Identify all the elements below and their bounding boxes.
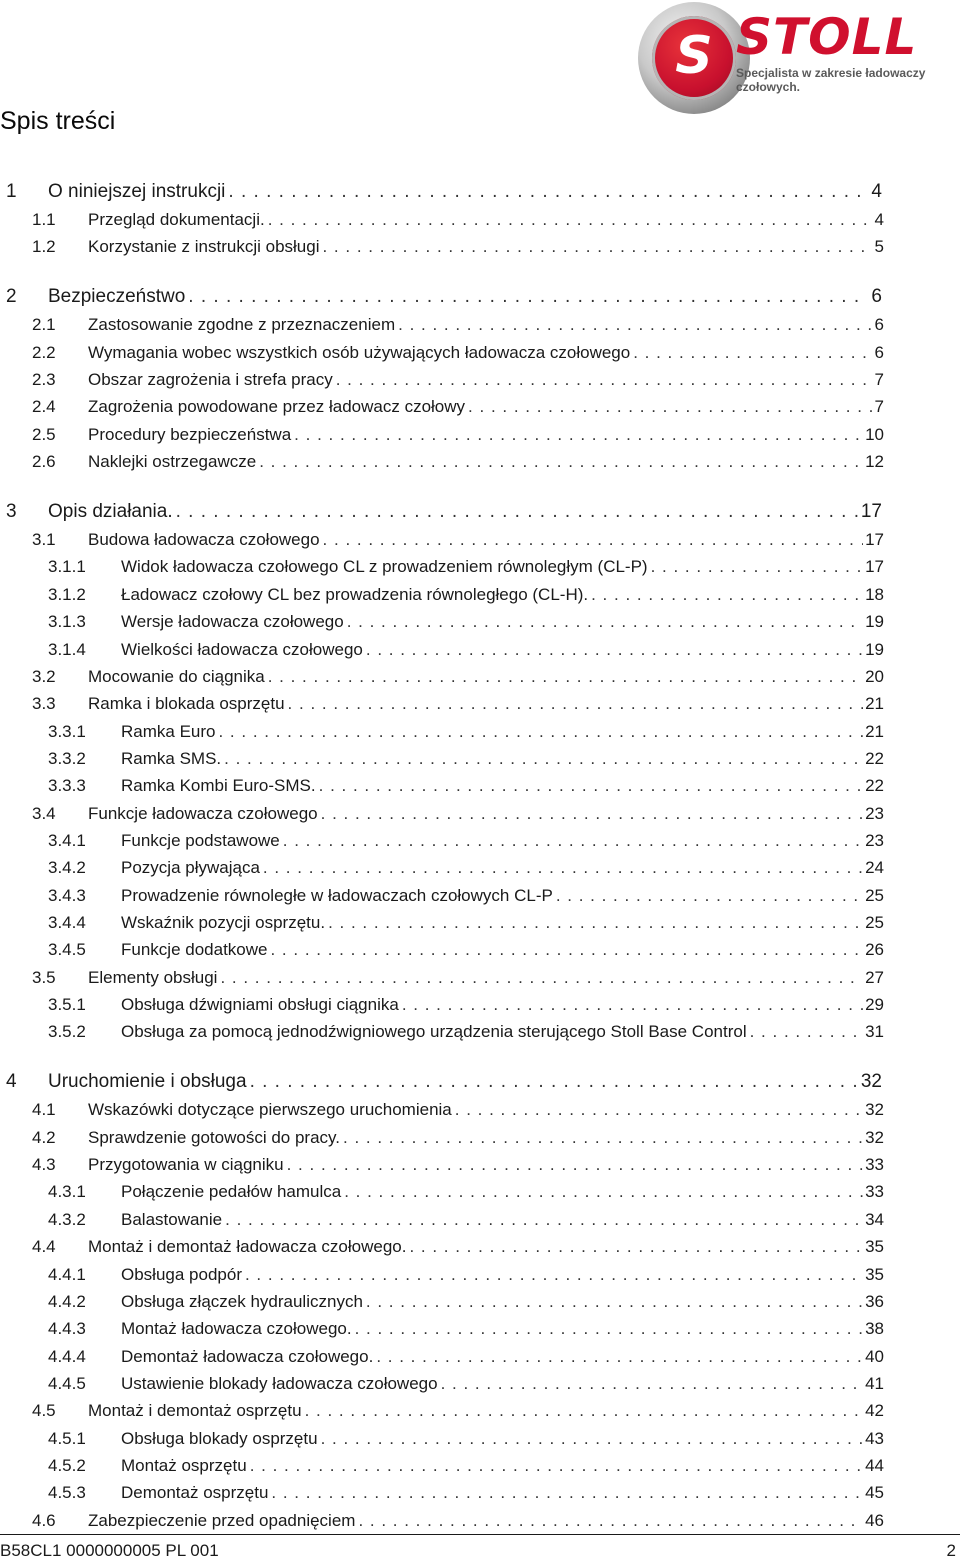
- toc-entry-number: 3.1.4: [48, 639, 86, 659]
- page-number: 2: [946, 1541, 956, 1560]
- toc-entry-number: 3.4: [32, 803, 56, 823]
- toc-entry-number: 4.5.1: [48, 1428, 86, 1448]
- toc-entry[interactable]: [0, 772, 884, 799]
- toc-entry[interactable]: [0, 964, 884, 991]
- toc-entry-number: 3.1.1: [48, 557, 86, 577]
- toc-dot-leader: [347, 608, 863, 635]
- toc-entry[interactable]: [0, 1124, 884, 1151]
- toc-entry-page: 34: [865, 1209, 884, 1229]
- toc-entry-number: 3.2: [32, 666, 56, 686]
- toc-entry[interactable]: [0, 1315, 884, 1342]
- toc-entry[interactable]: [0, 827, 884, 854]
- toc-entry-number: 4.1: [32, 1100, 56, 1120]
- toc-dot-leader: [322, 233, 872, 260]
- toc-entry[interactable]: [0, 1288, 884, 1315]
- toc-dot-leader: [358, 1507, 863, 1534]
- toc-entry[interactable]: [0, 1370, 884, 1397]
- toc-entry-page: 32: [860, 1071, 882, 1093]
- toc-dot-leader: [344, 1178, 863, 1205]
- toc-entry-page: 7: [874, 370, 884, 390]
- toc-entry-title: Obsługa podpór: [121, 1264, 242, 1284]
- toc-entry[interactable]: [0, 608, 884, 635]
- toc-entry-page: 32: [865, 1127, 884, 1147]
- toc-dot-leader: [398, 311, 872, 338]
- toc-entry-title: Wymagania wobec wszystkich osób używających ładowacza czołowego: [88, 342, 631, 362]
- stoll-logo: [636, 0, 960, 120]
- toc-entry[interactable]: [0, 1397, 884, 1424]
- toc-dot-leader: [468, 393, 872, 420]
- toc-entry-page: 33: [865, 1182, 884, 1202]
- toc-dot-leader: [263, 854, 863, 881]
- toc-dot-leader: [259, 448, 863, 475]
- toc-entry[interactable]: [0, 448, 884, 475]
- toc-dot-leader: [268, 206, 873, 233]
- toc-entry[interactable]: [0, 636, 884, 663]
- toc-entry-title: Ładowacz czołowy CL bez prowadzenia równoległego (CL-H).: [121, 584, 589, 604]
- toc-entry-title: Połączenie pedałów hamulca: [121, 1182, 342, 1202]
- toc-entry-number: 4.4.5: [48, 1373, 86, 1393]
- toc-entry-page: 24: [865, 858, 884, 878]
- toc-entry-number: 4.6: [32, 1510, 56, 1530]
- toc-entry-page: 23: [865, 803, 884, 823]
- toc-entry-page: 35: [865, 1264, 884, 1284]
- toc-entry-title: Demontaż osprzętu: [121, 1483, 269, 1503]
- toc-entry-page: 43: [865, 1428, 884, 1448]
- toc-dot-leader: [250, 1452, 863, 1479]
- toc-entry-title: Wskazówki dotyczące pierwszego uruchomienia: [88, 1100, 452, 1120]
- toc-entry-number: 3.4.4: [48, 913, 86, 932]
- stoll-emblem-icon: [638, 2, 750, 114]
- toc-dot-leader: [556, 882, 863, 909]
- toc-entry-number: 4.3.1: [48, 1182, 86, 1202]
- toc-entry-number: 4.2: [32, 1127, 56, 1147]
- toc-entry-title: Elementy obsługi: [88, 967, 218, 987]
- toc-entry-number: 1.2: [32, 237, 56, 257]
- toc-entry-page: 10: [865, 424, 884, 444]
- toc-dot-leader: [651, 553, 863, 580]
- toc-entry[interactable]: [0, 1206, 884, 1233]
- toc-entry[interactable]: [0, 800, 884, 827]
- toc-entry-title: Przygotowania w ciągniku: [88, 1155, 284, 1175]
- toc-entry[interactable]: [0, 283, 884, 310]
- toc-entry-number: 3.1.2: [48, 584, 86, 604]
- toc-entry-page: 21: [865, 694, 884, 714]
- toc-entry[interactable]: [0, 1343, 884, 1370]
- toc-entry-number: 3.5: [32, 967, 56, 987]
- toc-entry-page: 42: [865, 1401, 884, 1421]
- toc-entry[interactable]: [0, 1479, 884, 1506]
- toc-entry-number: 2: [6, 286, 17, 308]
- toc-dot-leader: [591, 581, 863, 608]
- toc-dot-leader: [271, 1479, 863, 1506]
- toc-entry-page: 26: [865, 940, 884, 960]
- toc-entry-page: 27: [865, 967, 884, 987]
- toc-entry-page: 46: [865, 1510, 884, 1530]
- toc-dot-leader: [228, 178, 862, 205]
- toc-dot-leader: [366, 636, 863, 663]
- toc-entry-title: Wersje ładowacza czołowego: [121, 612, 344, 632]
- toc-entry-number: 2.6: [32, 452, 56, 472]
- toc-entry-page: 6: [871, 286, 882, 308]
- toc-entry-number: 3.1.3: [48, 612, 86, 632]
- toc-dot-leader: [250, 1068, 859, 1095]
- toc-entry[interactable]: [0, 1068, 884, 1095]
- toc-dot-leader: [402, 991, 863, 1018]
- toc-entry-number: 4.4.2: [48, 1291, 86, 1311]
- toc-entry-page: 22: [865, 776, 884, 796]
- toc-entry-page: 20: [865, 666, 884, 686]
- toc-entry-title: Budowa ładowacza czołowego: [88, 530, 320, 550]
- toc-entry-number: 4: [6, 1071, 17, 1093]
- toc-dot-leader: [441, 1370, 864, 1397]
- toc-entry-number: 4.4.3: [48, 1319, 86, 1339]
- toc-entry-title: Ramka i blokada osprzętu: [88, 694, 285, 714]
- toc-dot-leader: [283, 827, 863, 854]
- toc-entry-title: Obsługa dźwigniami obsługi ciągnika: [121, 995, 399, 1015]
- toc-entry-page: 5: [874, 237, 884, 257]
- toc-entry-page: 36: [865, 1291, 884, 1311]
- toc-dot-leader: [305, 1397, 864, 1424]
- toc-entry-title: Zagrożenia powodowane przez ładowacz czołowy: [88, 397, 466, 417]
- toc-entry[interactable]: [0, 1452, 884, 1479]
- toc-entry-number: 4.5.2: [48, 1455, 86, 1475]
- toc-entry-title: Balastowanie: [121, 1209, 223, 1229]
- toc-entry-page: 25: [865, 913, 884, 932]
- toc-dot-leader: [288, 690, 864, 717]
- toc-entry-title: Prowadzenie równoległe w ładowaczach czołowych CL-P: [121, 885, 553, 905]
- toc-dot-leader: [355, 1315, 864, 1342]
- toc-entry-title: O niniejszej instrukcji: [48, 181, 226, 202]
- toc-entry[interactable]: [0, 718, 884, 745]
- toc-entry-number: 2.2: [32, 342, 56, 362]
- toc-entry-page: 40: [865, 1346, 884, 1366]
- toc-dot-leader: [409, 1233, 863, 1260]
- emblem-letter: S: [675, 26, 713, 86]
- toc-entry-page: 35: [865, 1237, 884, 1257]
- toc-entry-title: Zastosowanie zgodne z przeznaczeniem: [88, 315, 396, 335]
- toc-entry-page: 19: [865, 639, 884, 659]
- toc-entry-title: Pozycja pływająca: [121, 858, 260, 878]
- toc-dot-leader: [287, 1151, 863, 1178]
- toc-entry-number: 4.4: [32, 1237, 56, 1257]
- toc-entry[interactable]: [0, 1425, 884, 1452]
- footer-divider: [0, 1534, 960, 1535]
- toc-entry-title: Obsługa za pomocą jednodźwigniowego urządzenia sterującego Stoll Base Control: [121, 1022, 747, 1042]
- toc-entry-number: 3.3.2: [48, 748, 86, 768]
- toc-entry-number: 2.1: [32, 315, 56, 335]
- toc-entry-page: 45: [865, 1483, 884, 1503]
- toc-entry-title: Obsługa złączek hydraulicznych: [121, 1291, 363, 1311]
- toc-dot-leader: [366, 1288, 863, 1315]
- toc-entry-title: Korzystanie z instrukcji obsługi: [88, 237, 320, 257]
- toc-entry[interactable]: [0, 1096, 884, 1123]
- toc-dot-leader: [323, 526, 864, 553]
- toc-entry[interactable]: [0, 1178, 884, 1205]
- toc-entry-number: 3.5.1: [48, 995, 86, 1015]
- toc-entry-page: 4: [874, 210, 884, 229]
- toc-entry-number: 4.3.2: [48, 1209, 86, 1229]
- toc-entry-page: 12: [865, 452, 884, 472]
- toc-entry[interactable]: [0, 1233, 884, 1260]
- toc-entry-page: 17: [865, 530, 884, 550]
- toc-entry-title: Ramka SMS.: [121, 748, 222, 768]
- toc-entry-page: 44: [865, 1455, 884, 1475]
- toc-entry-page: 32: [865, 1100, 884, 1120]
- toc-dot-leader: [224, 745, 863, 772]
- toc-entry-title: Ramka Euro: [121, 721, 216, 741]
- toc-entry[interactable]: [0, 663, 884, 690]
- toc-entry[interactable]: [0, 1507, 884, 1534]
- toc-entry[interactable]: [0, 745, 884, 772]
- toc-entry-page: 17: [865, 557, 884, 577]
- toc-entry-page: 18: [865, 584, 884, 604]
- toc-entry-title: Uruchomienie i obsługa: [48, 1071, 247, 1093]
- toc-entry-page: 23: [865, 830, 884, 850]
- toc-entry-number: 3.4.3: [48, 885, 86, 905]
- toc-dot-leader: [376, 1343, 863, 1370]
- toc-entry[interactable]: [0, 311, 884, 338]
- toc-entry-number: 4.3: [32, 1155, 56, 1175]
- toc-dot-leader: [319, 772, 863, 799]
- toc-entry-number: 3.4.5: [48, 940, 86, 960]
- toc-entry[interactable]: [0, 854, 884, 881]
- toc-entry-page: 31: [865, 1022, 884, 1042]
- toc-entry-title: Funkcje dodatkowe: [121, 940, 268, 960]
- toc-entry[interactable]: [0, 909, 884, 936]
- toc-entry-title: Montaż i demontaż ładowacza czołowego.: [88, 1237, 407, 1257]
- toc-dot-leader: [218, 718, 863, 745]
- toc-dot-leader: [268, 663, 863, 690]
- toc-entry-title: Procedury bezpieczeństwa: [88, 424, 292, 444]
- toc-dot-leader: [343, 1124, 863, 1151]
- toc-entry-number: 1.1: [32, 210, 56, 229]
- toc-entry-number: 4.5: [32, 1401, 56, 1421]
- toc-entry[interactable]: [0, 581, 884, 608]
- toc-entry-page: 41: [865, 1373, 884, 1393]
- toc-entry-page: 25: [865, 885, 884, 905]
- toc-entry-title: Wskaźnik pozycji osprzętu.: [121, 913, 326, 932]
- toc-entry[interactable]: [0, 206, 884, 233]
- toc-dot-leader: [455, 1096, 863, 1123]
- toc-entry-title: Ustawienie blokady ładowacza czołowego: [121, 1373, 438, 1393]
- toc-entry-title: Montaż osprzętu: [121, 1455, 247, 1475]
- toc-entry-page: 7: [874, 397, 884, 417]
- toc-entry-page: 6: [874, 315, 884, 335]
- toc-entry-page: 29: [865, 995, 884, 1015]
- toc-entry-title: Obsługa blokady osprzętu: [121, 1428, 318, 1448]
- toc-entry-number: 2.4: [32, 397, 56, 417]
- toc-dot-leader: [328, 909, 863, 936]
- toc-entry-title: Naklejki ostrzegawcze: [88, 452, 257, 472]
- toc-entry-title: Zabezpieczenie przed opadnięciem: [88, 1510, 356, 1530]
- toc-entry-number: 3.3.1: [48, 721, 86, 741]
- toc-dot-leader: [225, 1206, 863, 1233]
- toc-entry-title: Opis działania.: [48, 501, 173, 523]
- toc-entry-title: Montaż i demontaż osprzętu: [88, 1401, 302, 1421]
- toc-entry-page: 22: [865, 748, 884, 768]
- toc-entry-title: Ramka Kombi Euro-SMS.: [121, 776, 316, 796]
- toc-dot-leader: [321, 800, 863, 827]
- toc-entry-number: 3.3.3: [48, 776, 86, 796]
- toc-entry-page: 33: [865, 1155, 884, 1175]
- toc-entry[interactable]: [0, 233, 884, 260]
- toc-entry-number: 1: [6, 181, 17, 202]
- toc-entry-title: Widok ładowacza czołowego CL z prowadzeniem równoległym (CL-P): [121, 557, 648, 577]
- toc-entry-title: Funkcje podstawowe: [121, 830, 280, 850]
- toc-entry-page: 19: [865, 612, 884, 632]
- page-title: Spis treści: [0, 107, 116, 135]
- toc-entry-number: 2.5: [32, 424, 56, 444]
- toc-entry-title: Przegląd dokumentacji.: [88, 210, 265, 229]
- toc-entry[interactable]: [0, 553, 884, 580]
- toc-entry[interactable]: [0, 936, 884, 963]
- toc-entry[interactable]: [0, 421, 884, 448]
- toc-entry[interactable]: [0, 1018, 884, 1045]
- brand-wordmark: STOLL: [736, 8, 918, 66]
- toc-dot-leader: [633, 339, 872, 366]
- toc-entry-page: 6: [874, 342, 884, 362]
- toc-entry[interactable]: [0, 991, 884, 1018]
- toc-entry-title: Obszar zagrożenia i strefa pracy: [88, 370, 333, 390]
- toc-entry-title: Funkcje ładowacza czołowego: [88, 803, 318, 823]
- toc-entry-number: 4.4.1: [48, 1264, 86, 1284]
- toc-entry-number: 3.4.2: [48, 858, 86, 878]
- toc-entry[interactable]: [0, 526, 884, 553]
- toc-entry-number: 4.5.3: [48, 1483, 86, 1503]
- toc-entry-title: Wielkości ładowacza czołowego: [121, 639, 363, 659]
- toc-entry-title: Sprawdzenie gotowości do pracy.: [88, 1127, 340, 1147]
- toc-entry[interactable]: [0, 393, 884, 420]
- toc-entry-page: 4: [871, 181, 882, 202]
- toc-entry-number: 2.3: [32, 370, 56, 390]
- toc-entry[interactable]: [0, 1151, 884, 1178]
- toc-entry-page: 38: [865, 1319, 884, 1339]
- toc-entry[interactable]: [0, 366, 884, 393]
- toc-dot-leader: [176, 498, 859, 525]
- toc-entry-title: Mocowanie do ciągnika: [88, 666, 265, 686]
- toc-entry[interactable]: [0, 882, 884, 909]
- toc-entry[interactable]: [0, 339, 884, 366]
- toc-dot-leader: [270, 936, 863, 963]
- toc-entry-title: Bezpieczeństwo: [48, 286, 186, 308]
- toc-entry[interactable]: [0, 178, 884, 205]
- toc-entry[interactable]: [0, 1261, 884, 1288]
- toc-dot-leader: [294, 421, 863, 448]
- toc-entry[interactable]: [0, 498, 884, 525]
- toc-entry-number: 3.4.1: [48, 830, 86, 850]
- brand-tagline: Specjalista w zakresie ładowaczy czołowych.: [736, 66, 926, 94]
- toc-entry-title: Demontaż ładowacza czołowego.: [121, 1346, 374, 1366]
- toc-dot-leader: [245, 1261, 863, 1288]
- toc-dot-leader: [336, 366, 873, 393]
- toc-entry-page: 17: [860, 501, 882, 523]
- toc-entry-number: 3.1: [32, 530, 56, 550]
- toc-entry-title: Montaż ładowacza czołowego.: [121, 1319, 352, 1339]
- toc-entry-number: 3: [6, 501, 17, 523]
- toc-dot-leader: [321, 1425, 864, 1452]
- toc-entry[interactable]: [0, 690, 884, 717]
- toc-entry-page: 21: [865, 721, 884, 741]
- toc-dot-leader: [188, 283, 862, 310]
- toc-entry-number: 3.3: [32, 694, 56, 714]
- toc-dot-leader: [750, 1018, 863, 1045]
- document-id: B58CL1 0000000005 PL 001: [0, 1541, 219, 1560]
- toc-entry-number: 4.4.4: [48, 1346, 86, 1366]
- toc-dot-leader: [220, 964, 863, 991]
- toc-entry-number: 3.5.2: [48, 1022, 86, 1042]
